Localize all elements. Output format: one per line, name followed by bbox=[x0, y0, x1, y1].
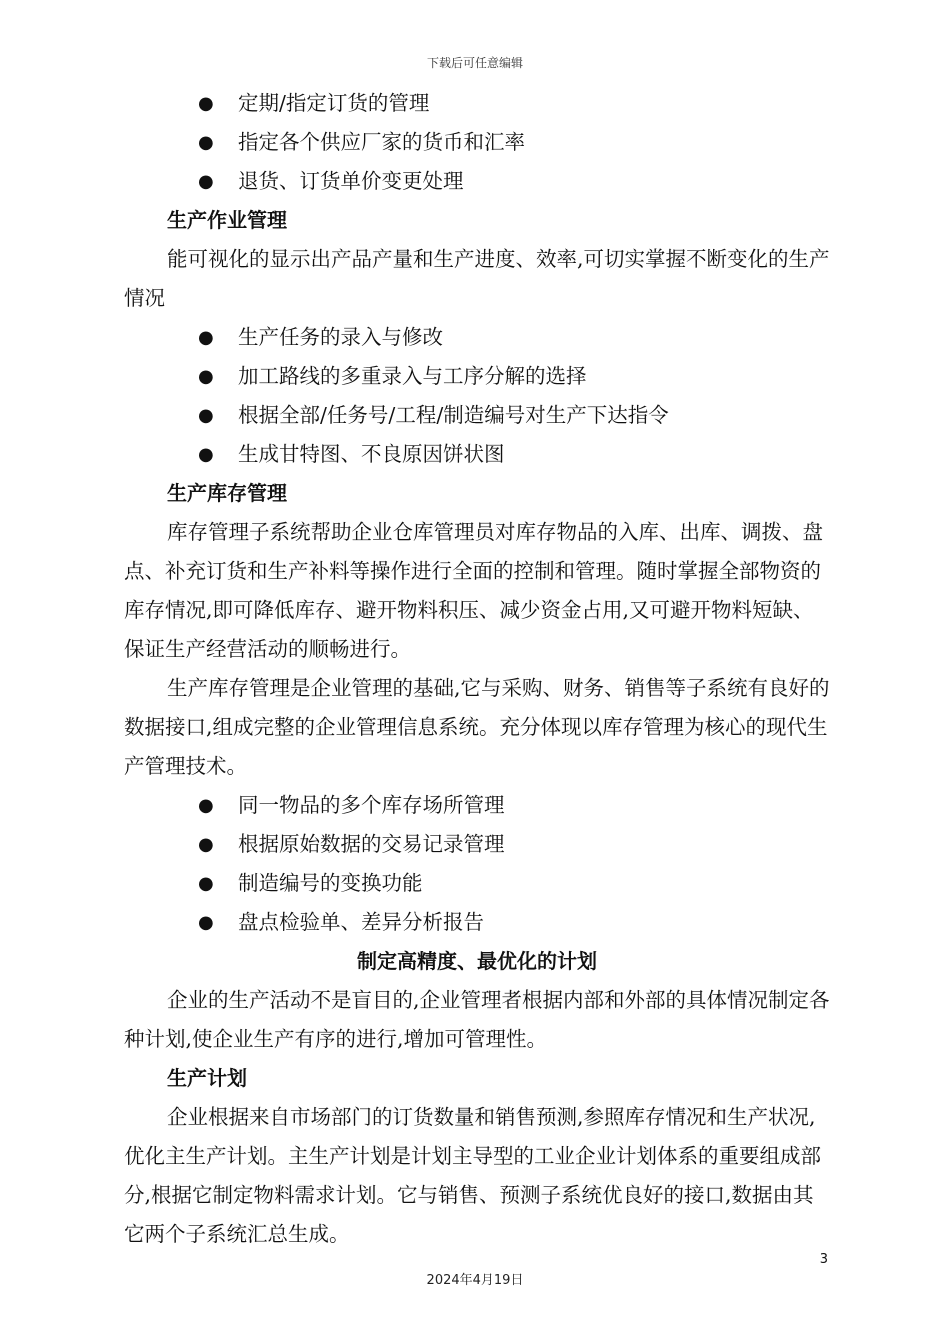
bullet-icon: ● bbox=[198, 132, 214, 153]
document-body bbox=[124, 84, 830, 1254]
bullet-icon: ● bbox=[198, 327, 214, 348]
section-heading-production: 生产作业管理 bbox=[167, 208, 287, 232]
bullet-icon: ● bbox=[198, 834, 214, 855]
bullet-icon: ● bbox=[198, 171, 214, 192]
inventory-paragraph-2: 生产库存管理是企业管理的基础,它与采购、财务、销售等子系统有良好的数据接口,组成完整的企业管理信息系统。充分体现以库存管理为核心的现代生产管理技术。 bbox=[124, 676, 830, 778]
inventory-paragraph-1: 库存管理子系统帮助企业仓库管理员对库存物品的入库、出库、调拨、盘点、补充订货和生产补料等操作进行全面的控制和管理。随时掌握全部物资的库存情况,即可降低库存、避开物料积压、减少资金占用,又可避开物料短缺、保证生产经营活动的顺畅进行。 bbox=[124, 520, 823, 661]
bullet-icon: ● bbox=[198, 795, 214, 816]
planning-paragraph: 企业的生产活动不是盲目的,企业管理者根据内部和外部的具体情况制定各种计划,使企业生产有序的进行,增加可管理性。 bbox=[124, 988, 830, 1051]
section-heading-inventory: 生产库存管理 bbox=[167, 481, 287, 505]
list-item: ● 同一物品的多个库存场所管理 bbox=[124, 786, 830, 825]
list-item: ● 指定各个供应厂家的货币和汇率 bbox=[124, 123, 830, 162]
bullet-icon: ● bbox=[198, 93, 214, 114]
page-number: 3 bbox=[819, 1252, 828, 1267]
bullet-icon: ● bbox=[198, 366, 214, 387]
list-item: ● 根据全部/任务号/工程/制造编号对生产下达指令 bbox=[124, 396, 830, 435]
bullet-icon: ● bbox=[198, 873, 214, 894]
production-intro: 能可视化的显示出产品产量和生产进度、效率,可切实掌握不断变化的生产情况 bbox=[124, 247, 830, 310]
list-item: ● 制造编号的变换功能 bbox=[124, 864, 830, 903]
section-title-planning: 制定高精度、最优化的计划 bbox=[357, 949, 597, 973]
list-item: ● 盘点检验单、差异分析报告 bbox=[124, 903, 830, 942]
list-item: ● 加工路线的多重录入与工序分解的选择 bbox=[124, 357, 830, 396]
list-item: ● 生产任务的录入与修改 bbox=[124, 318, 830, 357]
page-header: 下载后可任意编辑 bbox=[426, 56, 523, 70]
bullet-icon: ● bbox=[198, 912, 214, 933]
page-footer-date: 2024年4月19日 bbox=[426, 1273, 524, 1288]
bullet-icon: ● bbox=[198, 405, 214, 426]
list-item: ● 定期/指定订货的管理 bbox=[124, 84, 830, 123]
list-item: ● 根据原始数据的交易记录管理 bbox=[124, 825, 830, 864]
list-item: ● 退货、订货单价变更处理 bbox=[124, 162, 830, 201]
production-plan-paragraph: 企业根据来自市场部门的订货数量和销售预测,参照库存情况和生产状况,优化主生产计划。主生产计划是计划主导型的工业企业计划体系的重要组成部分,根据它制定物料需求计划。它与销售、预测子系统优良好的接口,数据由其它两个子系统汇总生成。 bbox=[124, 1105, 821, 1246]
list-item: ● 生成甘特图、不良原因饼状图 bbox=[124, 435, 830, 474]
bullet-icon: ● bbox=[198, 444, 214, 465]
section-heading-production-plan: 生产计划 bbox=[167, 1066, 247, 1090]
